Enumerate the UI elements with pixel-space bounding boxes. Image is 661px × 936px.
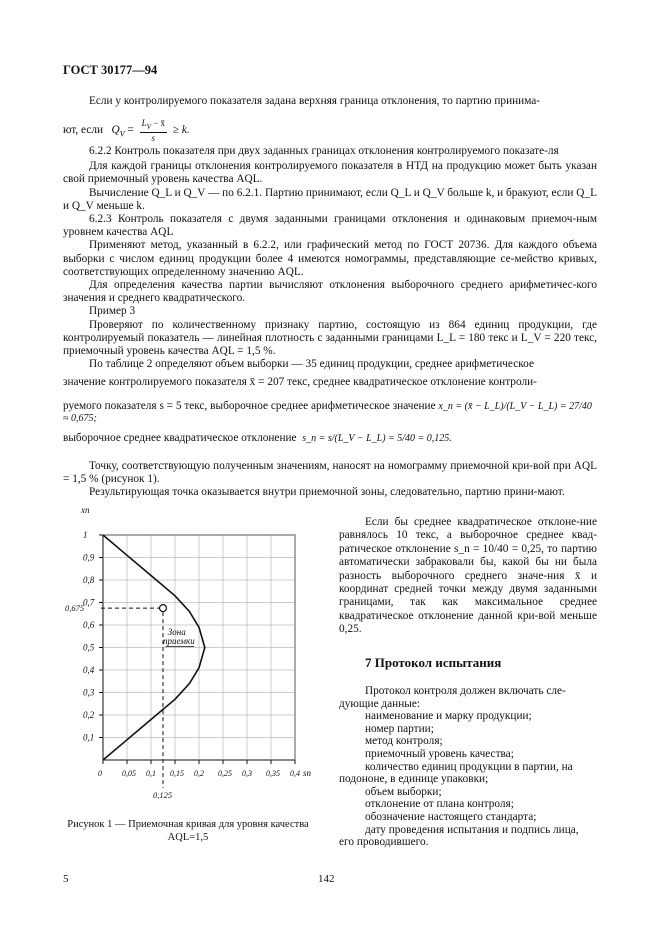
text-mean-value: значение контролируемого показателя x̄ = 207 текс, среднее квадратическое отклонение контроли- xyxy=(63,376,537,388)
chart-tick-label-x: 0 xyxy=(98,769,102,778)
protocol-item: наименование и марку продукции; xyxy=(365,710,532,723)
chart-tick-label-y: 0,8 xyxy=(83,575,95,585)
page-number-center: 142 xyxy=(318,873,335,885)
formula-xn: x_n = (x̄ − L_L)/(L_V − L_L) = 27/40 ≈ 0,675; xyxy=(63,401,592,424)
protocol-item: дату проведения испытания и подпись лица, xyxy=(365,823,579,836)
chart-annotation: Зона xyxy=(167,627,186,638)
example-title: Пример 3 xyxy=(89,305,136,318)
chart-tick-label-x: 0,25 xyxy=(218,769,232,778)
chart-tick-label-x: 0,35 xyxy=(266,769,280,778)
chart-tick-label-x: 0,05 xyxy=(122,769,136,778)
text-xn-prefix: руемого показателя s = 5 текс, выборочное среднее арифметическое значение xyxy=(63,400,436,412)
paragraph-calculation: Вычисление Q_L и Q_V — по 6.2.1. Партию принимают, если Q_L и Q_V больше k, и бракуют, если Q_L и Q_V меньше k. xyxy=(63,186,597,212)
frac-num-sub: V xyxy=(146,122,151,131)
chart-tick-label-y: 0,9 xyxy=(83,552,95,563)
protocol-item: количество единиц продукции в партии, на xyxy=(365,760,573,773)
chart-tick-label-y: 0,6 xyxy=(83,620,95,630)
formula-sn: s_n = s/(L_V − L_L) = 5/40 = 0,125. xyxy=(302,433,452,444)
chart-point-y-label: 0,675 xyxy=(65,603,85,614)
lower-text-block xyxy=(63,460,597,500)
paragraph-right-column: Если бы среднее квадратическое отклоне-ние равнялось 10 текс, а выборочное среднее квад-ратическое отклонение s_n = 10/40 = 0,25, то партию автоматически забраковали бы, какой бы ни была разность выборочного среднего значе-ния x̄ и координат средней точки между двумя заданными границами, так как максимальное среднее квадратическое отклонение данной кри-вой меньше 0,25. xyxy=(339,516,597,636)
protocol-item: номер партии; xyxy=(365,722,434,735)
paragraph-method: Применяют метод, указанный в 6.2.2, или графический метод по ГОСТ 20736. Для каждого объема выборки с числом единиц продукции более 4 имеются номограммы, представляющие се-мейство кривых, соответствующих определенному значению AQL. xyxy=(63,239,597,278)
paragraph-quality: Для определения качества партии вычисляют отклонения выборочного среднего арифметичес-кого значения и среднего квадратического. xyxy=(63,279,597,305)
chart-tick-label-x: 0,3 xyxy=(242,769,252,778)
formula-fraction xyxy=(140,118,167,143)
protocol-item: метод контроля; xyxy=(365,735,443,748)
line-mean-value xyxy=(63,376,597,388)
paragraph-table2: По таблице 2 определяют объем выборки — 35 единиц продукции, среднее арифметическое xyxy=(89,358,534,371)
paragraph-result: Результирующая точка оказывается внутри приемочной зоны, следовательно, партию прини-мают. xyxy=(89,486,565,499)
figure-caption: Рисунок 1 — Приемочная кривая для уровня качества AQL=1,5 xyxy=(67,819,309,843)
protocol-intro: Протокол контроля должен включать сле-дующие данные: xyxy=(339,685,566,710)
chart-tick-label-y: 0,7 xyxy=(83,597,95,608)
chart-y-axis-label: xn xyxy=(81,505,90,515)
formula-q-sub: V xyxy=(119,129,125,139)
line-xn-formula xyxy=(63,400,597,424)
paragraph-aql-limits: Для каждой границы отклонения контролируемого показателя в НТД на продукцию может быть указан свой приемочный уровень качества AQL. xyxy=(63,160,597,186)
acceptance-curve-chart xyxy=(63,505,333,812)
right-column-text xyxy=(339,516,597,637)
middle-text-block xyxy=(63,145,597,371)
frac-num-l: L xyxy=(141,118,147,128)
protocol-item: обозначение настоящего стандарта; xyxy=(365,810,537,823)
section-title-protocol: 7 Протокол испытания xyxy=(365,655,502,670)
paragraph-upper-limit: Если у контролируемого показателя задана верхняя граница отклонения, то партию принима- xyxy=(89,95,541,107)
protocol-item: отклонение от плана контроля; xyxy=(365,798,514,811)
formula-suffix: ≥ k. xyxy=(172,124,190,136)
chart-tick-label-y: 0,4 xyxy=(83,665,95,675)
chart-tick-label-x: 0,1 xyxy=(146,769,156,778)
chart-tick-label-x: 0,4 xyxy=(290,769,300,778)
formula-line-qv: ют, если $Q_V$ = $\frac{L_V - x̄}{s}$ ≥ k. xyxy=(63,118,190,143)
frac-den: s xyxy=(151,132,156,143)
page-number-left: 5 xyxy=(63,873,69,885)
chart-tick-label-y: 0,5 xyxy=(83,642,95,653)
chart-x-axis-label: sn xyxy=(303,768,312,778)
top-text-block xyxy=(63,95,597,108)
standard-header: ГОСТ 30177—94 xyxy=(63,63,158,77)
line-sn-formula xyxy=(63,432,597,444)
formula-prefix: ют, если xyxy=(63,124,104,136)
protocol-item: объем выборки; xyxy=(365,785,442,798)
chart-tick-label-y: 0,2 xyxy=(83,710,95,720)
formula-q: Q xyxy=(111,124,120,136)
chart-data-point xyxy=(160,605,167,612)
frac-num-rest: − x̄ xyxy=(150,118,165,128)
protocol-item: подононе, в единице упаковки; xyxy=(339,773,489,786)
paragraph-example: Проверяют по количественному признаку партию, состоящую из 864 единиц продукции, где контролируемый показатель — линейная плотность с заданными границами L_L = 180 текс и L_V = 220 текс, приемочный уровень качества AQL = 1,5 %. xyxy=(63,318,597,358)
paragraph-6-2-2: 6.2.2 Контроль показателя при двух заданных границах отклонения контролируемого показате-ля xyxy=(89,145,559,157)
chart-svg xyxy=(63,505,333,812)
chart-tick-label-y: 1 xyxy=(83,530,88,540)
chart-tick-label-y: 0,3 xyxy=(83,687,95,698)
protocol-list xyxy=(339,685,597,849)
text-sn-prefix: выборочное среднее квадратическое отклонение xyxy=(63,432,297,444)
paragraph-nomogram: Точку, соответствующую полученным значениям, наносят на номограмму приемочной кри-вой при AQL = 1,5 % (рисунок 1). xyxy=(63,460,597,486)
chart-annotation: приемки xyxy=(163,636,195,647)
chart-point-x-label: 0,125 xyxy=(153,790,173,800)
protocol-item: приемочный уровень качества; xyxy=(365,747,514,760)
chart-tick-label-x: 0,15 xyxy=(170,769,184,778)
chart-tick-label-x: 0,2 xyxy=(194,769,204,778)
paragraph-6-2-3: 6.2.3 Контроль показателя с двумя заданными границами отклонения и одинаковым приемоч-ным уровнем качества AQL xyxy=(63,213,597,239)
protocol-item: его проводившего. xyxy=(339,836,429,849)
chart-tick-label-y: 0,1 xyxy=(83,732,95,743)
